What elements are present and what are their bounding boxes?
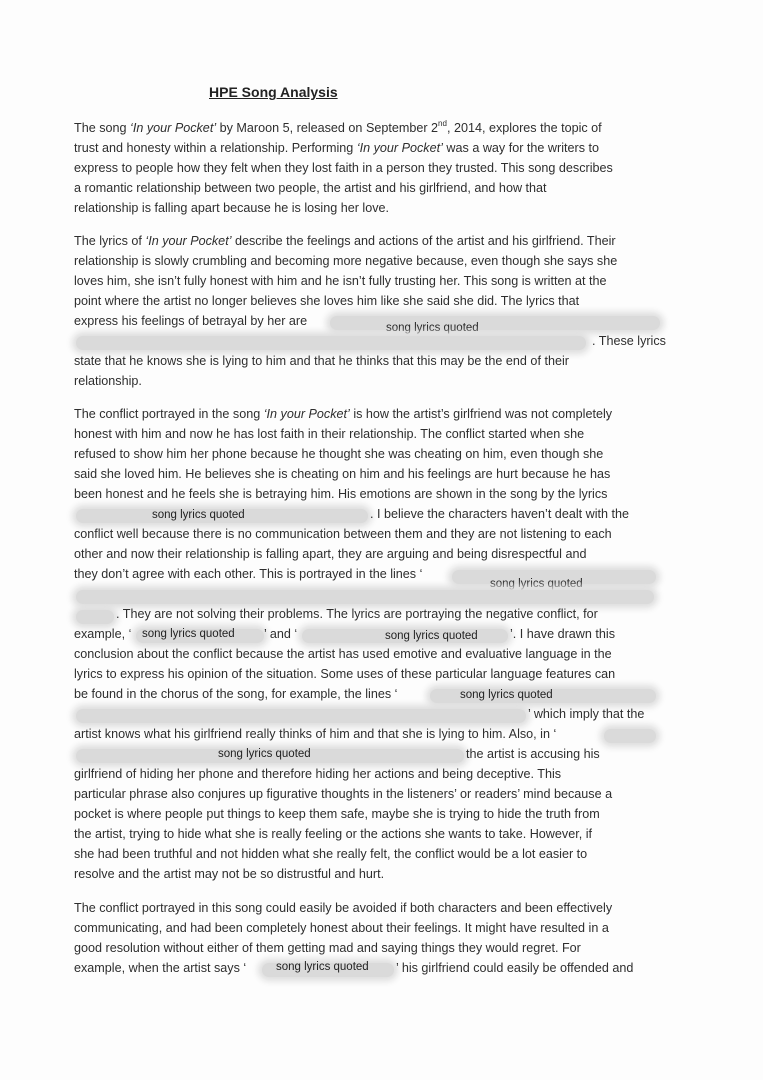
text-line: point where the artist no longer believes she loves him like she said she did. The lyrics that	[74, 294, 580, 308]
text-line: conclusion about the conflict because the artist has used emotive and evaluative language in the	[74, 647, 612, 661]
text-line: resolve and the artist may not be so distrustful and hurt.	[74, 867, 385, 881]
text-line: ’ which imply that the	[528, 707, 645, 721]
text-line: said she loved him. He believes she is cheating on him and his feelings are hurt because he has	[74, 467, 611, 481]
text-line: The song ‘In your Pocket’ by Maroon 5, released on September 2nd, 2014, explores the topic of	[74, 119, 602, 135]
text-line: example, when the artist says ‘	[74, 961, 247, 975]
redaction-label: song lyrics quoted	[218, 748, 311, 760]
redaction-label: song lyrics quoted	[460, 689, 553, 701]
redaction-label: song lyrics quoted	[385, 630, 478, 642]
text-line: been honest and he feels she is betraying him. His emotions are shown in the song by the lyrics	[74, 487, 608, 501]
text-line: . They are not solving their problems. The lyrics are portraying the negative conflict, for	[116, 607, 598, 621]
text-line: example, ‘	[74, 627, 132, 641]
text-line: conflict well because there is no communication between them and they are not listening to each	[74, 527, 612, 541]
text-line: a romantic relationship between two people, the artist and his girlfriend, and how that	[74, 181, 547, 195]
text-line: express his feelings of betrayal by her are	[74, 314, 308, 328]
redaction-label: song lyrics quoted	[386, 322, 479, 334]
redacted-lyrics	[76, 336, 586, 350]
text-line: artist knows what his girlfriend really thinks of him and that she is lying to him. Also, in ‘	[74, 727, 557, 741]
text-line: honest with him and now he has lost faith in their relationship. The conflict started when she	[74, 427, 585, 441]
redacted-lyrics	[76, 590, 654, 604]
redaction-label: song lyrics quoted	[152, 509, 245, 521]
text-line: refused to show him her phone because he thought she was cheating on him, even though she	[74, 447, 604, 461]
text-line: The conflict portrayed in the song ‘In your Pocket’ is how the artist’s girlfriend was not completely	[74, 407, 613, 421]
redaction-label: song lyrics quoted	[142, 628, 235, 640]
text-line: they don’t agree with each other. This is portrayed in the lines ‘	[74, 567, 423, 581]
text-line: girlfriend of hiding her phone and therefore hiding her actions and being deceptive. This	[74, 767, 562, 781]
text-line: The lyrics of ‘In your Pocket’ describe the feelings and actions of the artist and his girlfriend. Their	[74, 234, 616, 248]
text-line: trust and honesty within a relationship. Performing ‘In your Pocket’ was a way for the writers to	[74, 141, 599, 155]
text-line: express to people how they felt when they lost faith in a person they trusted. This song describes	[74, 161, 613, 175]
text-line: . These lyrics	[592, 334, 666, 348]
text-line: lyrics to express his opinion of the situation. Some uses of these particular language features can	[74, 667, 616, 681]
text-line: ’ his girlfriend could easily be offended and	[396, 961, 634, 975]
text-line: relationship is falling apart because he is losing her love.	[74, 201, 390, 215]
text-line: ’ and ‘	[264, 627, 298, 641]
text-line: communicating, and had been completely honest about their feelings. It might have resulted in a	[74, 921, 609, 935]
text-line: ’. I have drawn this	[510, 627, 615, 641]
redaction-label: song lyrics quoted	[276, 961, 369, 973]
page-title: HPE Song Analysis	[209, 84, 338, 100]
text-line: relationship.	[74, 374, 142, 388]
text-line: be found in the chorus of the song, for example, the lines ‘	[74, 687, 398, 701]
text-line: good resolution without either of them getting mad and saying things they would regret. For	[74, 941, 581, 955]
redacted-lyrics	[604, 729, 656, 743]
text-line: other and now their relationship is falling apart, they are arguing and being disrespectful and	[74, 547, 587, 561]
text-line: the artist is accusing his	[466, 747, 600, 761]
text-line: she had been truthful and not hidden what she really felt, the conflict would be a lot easier to	[74, 847, 588, 861]
text-line: particular phrase also conjures up figurative thoughts in the listeners’ or readers’ mind because a	[74, 787, 613, 801]
redacted-lyrics	[76, 709, 526, 723]
text-line: pocket is where people put things to keep them safe, maybe she is trying to hide the truth from	[74, 807, 600, 821]
text-line: state that he knows she is lying to him and that he thinks that this may be the end of their	[74, 354, 569, 368]
redacted-lyrics	[76, 610, 114, 624]
text-line: relationship is slowly crumbling and becoming more negative because, even though she says she	[74, 254, 618, 268]
text-line: The conflict portrayed in this song could easily be avoided if both characters and been effectively	[74, 901, 613, 915]
text-line: the artist, trying to hide what she is really feeling or the actions she wants to take. However, if	[74, 827, 593, 841]
redacted-lyrics	[330, 316, 660, 330]
text-line: . I believe the characters haven’t dealt with the	[370, 507, 630, 521]
text-line: loves him, she isn’t fully honest with him and he isn’t fully trusting her. This song is written at the	[74, 274, 607, 288]
redaction-label: song lyrics quoted	[490, 578, 583, 590]
